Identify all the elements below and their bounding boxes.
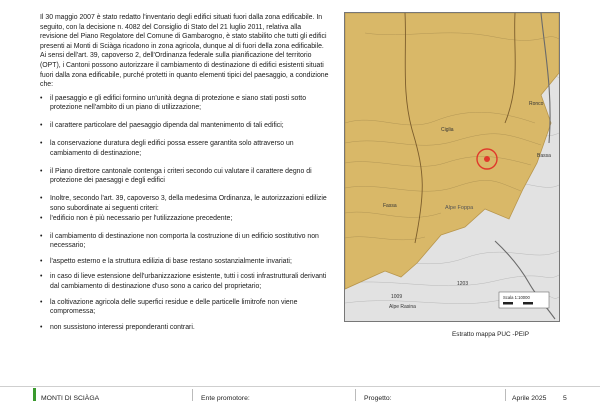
footer-promoter: Ente promotore: <box>201 395 250 402</box>
footer-divider <box>505 389 506 401</box>
footer-accent-bar <box>33 388 36 401</box>
list-item: • il paesaggio e gli edifici formino un'unità degna di protezione e siano stati posti sotto protezione nell'ambito di un piano di utilizzazione; <box>40 94 307 112</box>
scale-label: Scala 1:10000 <box>503 295 530 300</box>
bullet-mark: • <box>40 323 43 331</box>
body-text <box>40 13 330 341</box>
article-intro-paragraph: Ai sensi dell'art. 39, capoverso 2, dell'Ordinanza federale sulla pianificazione del territorio (OPT), i Cantoni possono autorizzare il cambiamento di destinazione di edifici esistenti situati fuori dalla zona edificabile, purché protetti in quanto elementi tipici del paesaggio, a condizione che: <box>40 52 329 89</box>
map-label: Fassa <box>383 203 397 209</box>
list-item: • la conservazione duratura degli edifici possa essere garantita solo attraverso un cambiamento di destinazione; <box>40 140 294 157</box>
bullet-mark: • <box>40 214 43 222</box>
list-item: • l'aspetto esterno e la struttura edilizia di base restano sostanzialmente invariati; <box>40 257 292 265</box>
zoning-map <box>344 12 560 322</box>
list-item: • il carattere particolare del paesaggio dipenda dal mantenimento di tali edifici; <box>40 122 284 130</box>
list-item: • il Piano direttore cantonale contenga i criteri secondo cui valutare il carattere degno di protezione dei paesaggi e degli edifici <box>40 167 312 185</box>
list-item: • la coltivazione agricola delle superfici residue e delle particelle limitrofe non viene compromessa; <box>40 298 298 316</box>
bullet-mark: • <box>40 273 43 281</box>
map-caption: Estratto mappa PUC -PEIP <box>452 331 530 338</box>
map-label: 1009 <box>391 294 403 300</box>
map-label: 1203 <box>457 281 469 287</box>
bullet-mark: • <box>40 122 43 130</box>
bullet-mark: • <box>40 232 43 240</box>
bullet-mark: • <box>40 257 43 265</box>
map-graphic <box>345 13 559 321</box>
bullet-mark: • <box>40 167 43 175</box>
list-item: • il cambiamento di destinazione non comporta la costruzione di un edificio sostitutivo non necessario; <box>40 232 319 250</box>
map-label: Alpe Foppa <box>445 205 474 211</box>
bullet-mark: • <box>40 140 43 148</box>
list-item: • in caso di lieve estensione dell'urbanizzazione esistente, tutti i costi infrastrutturali derivanti dal cambiamento di destinazione d'uso sono a carico del proprietario; <box>40 273 327 291</box>
footer-divider <box>355 389 356 401</box>
list-item: • l'edificio non è più necessario per l'utilizzazione precedente; <box>40 214 233 222</box>
footer-divider <box>192 389 193 401</box>
bullet-mark: • <box>40 195 43 203</box>
bullet-mark: • <box>40 94 43 102</box>
map-label: Alpe Rasina <box>389 304 416 310</box>
page-footer <box>0 386 600 401</box>
page-number: 5 <box>563 395 567 402</box>
footer-project: Progetto: <box>364 395 392 402</box>
list-item: • Inoltre, secondo l'art. 39, capoverso 3, della medesima Ordinanza, le autorizzazioni edilizie sono subordinate ai seguenti criteri: <box>40 195 327 213</box>
map-label: Bassa <box>537 153 551 159</box>
footer-place: MONTI DI SCIÀGA <box>41 395 100 402</box>
list-item: • non sussistono interessi preponderanti contrari. <box>40 323 195 331</box>
map-label: Ciglia <box>441 127 454 133</box>
conditions-list <box>40 94 330 333</box>
bullet-mark: • <box>40 298 43 306</box>
map-label: Ronco <box>529 101 544 107</box>
intro-paragraph: Il 30 maggio 2007 è stato redatto l'inventario degli edifici situati fuori dalla zona edificabile. In seguito, con la decisione n. 4082 del Consiglio di Stato del 21 luglio 2011, relativa alla revisione del Piano Regolatore del Comune di Gambarogno, è stato stabilito che tutti gli edifici presenti ai Monti di Sciàga ricadono in zona agricola, dunque al di fuori della zona edificabile. <box>40 14 327 50</box>
footer-date: Aprile 2025 <box>512 395 547 402</box>
